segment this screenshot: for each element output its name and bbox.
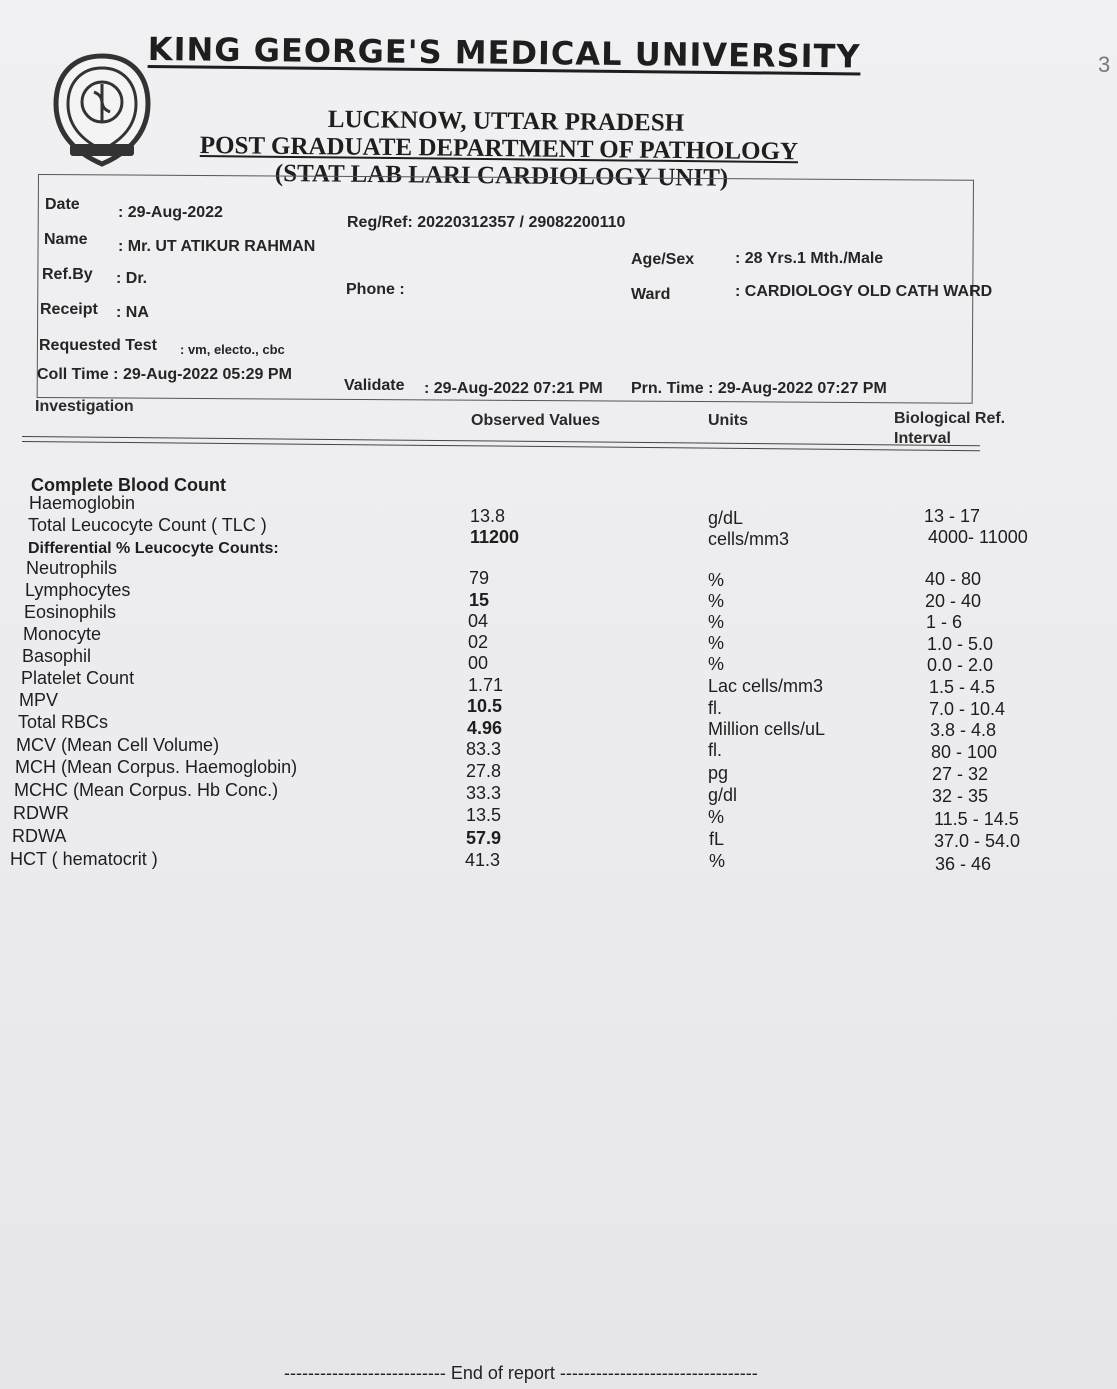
university-name: KING GEORGE'S MEDICAL UNIVERSITY — [147, 30, 861, 76]
result-ref-interval: 32 - 35 — [932, 786, 989, 806]
result-name: MCHC (Mean Corpus. Hb Conc.) — [14, 780, 279, 800]
result-value: 15 — [469, 590, 490, 610]
validate-value: : 29-Aug-2022 07:21 PM — [424, 380, 603, 397]
differential-title: Differential % Leucocyte Counts: — [28, 540, 279, 557]
col-observed: Observed Values — [471, 412, 600, 429]
result-unit: % — [708, 633, 725, 653]
result-name: HCT ( hematocrit ) — [10, 849, 158, 869]
agesex-value: : 28 Yrs.1 Mth./Male — [735, 250, 884, 267]
unit-line: (STAT LAB LARI CARDIOLOGY UNIT) — [274, 160, 729, 192]
result-unit: fL — [709, 829, 725, 849]
result-name: Monocyte — [23, 624, 102, 644]
result-value: 00 — [468, 653, 489, 673]
col-investigation: Investigation — [35, 398, 134, 415]
university-seal-icon — [52, 52, 152, 168]
department-line: POST GRADUATE DEPARTMENT OF PATHOLOGY — [199, 132, 799, 166]
name-label: Name — [44, 231, 88, 248]
result-ref-interval: 36 - 46 — [935, 854, 992, 874]
result-unit: g/dl — [708, 785, 738, 805]
validate-label: Validate — [344, 377, 405, 394]
refby-label: Ref.By — [42, 266, 93, 283]
result-ref-interval: 7.0 - 10.4 — [929, 699, 1006, 719]
result-ref-interval: 13 - 17 — [924, 506, 981, 526]
result-ref-interval: 40 - 80 — [925, 569, 982, 589]
col-ref-interval: Interval — [894, 430, 951, 447]
result-unit: % — [709, 851, 726, 871]
result-value: 02 — [468, 632, 489, 652]
result-ref-interval: 1.0 - 5.0 — [927, 634, 994, 654]
result-value: 27.8 — [466, 761, 502, 781]
result-name: Eosinophils — [24, 602, 117, 622]
result-unit: cells/mm3 — [708, 529, 790, 549]
coll-time: Coll Time : 29-Aug-2022 05:29 PM — [37, 366, 292, 383]
result-value: 11200 — [470, 527, 520, 547]
refby-value: : Dr. — [116, 270, 148, 287]
result-unit: % — [708, 807, 725, 827]
result-value: 04 — [468, 611, 489, 631]
result-unit: fl. — [708, 740, 723, 760]
name-value: : Mr. UT ATIKUR RAHMAN — [118, 238, 316, 255]
result-ref-interval: 20 - 40 — [925, 591, 982, 611]
header-rule-bottom — [22, 441, 980, 451]
result-name: MPV — [19, 690, 59, 710]
result-ref-interval: 0.0 - 2.0 — [927, 655, 994, 675]
result-ref-interval: 80 - 100 — [931, 742, 998, 762]
result-unit: Million cells/uL — [708, 719, 826, 739]
result-unit: % — [708, 612, 725, 632]
result-name: Lymphocytes — [25, 580, 131, 600]
result-unit: pg — [708, 763, 729, 783]
result-value: 33.3 — [466, 783, 502, 803]
result-value: 41.3 — [465, 850, 501, 870]
col-units: Units — [708, 412, 748, 429]
result-name: MCV (Mean Cell Volume) — [16, 735, 220, 755]
result-name: RDWA — [12, 826, 67, 846]
result-ref-interval: 3.8 - 4.8 — [930, 720, 997, 740]
ward-value: : CARDIOLOGY OLD CATH WARD — [735, 283, 993, 300]
result-name: Haemoglobin — [29, 493, 136, 513]
result-name: Platelet Count — [21, 668, 135, 688]
ward-label: Ward — [631, 286, 671, 303]
result-unit: % — [708, 591, 725, 611]
agesex-label: Age/Sex — [631, 251, 695, 268]
result-ref-interval: 1 - 6 — [926, 612, 963, 632]
page-mark: 3 — [1098, 52, 1111, 77]
result-value: 13.5 — [466, 805, 502, 825]
result-value: 1.71 — [468, 675, 504, 695]
end-of-report: --------------------------- End of report --------------------------------- — [284, 1363, 758, 1383]
result-name: Neutrophils — [26, 558, 118, 578]
date-label: Date — [45, 196, 80, 213]
result-name: Total RBCs — [18, 712, 109, 732]
result-unit: g/dL — [708, 508, 744, 528]
prn-time: Prn. Time : 29-Aug-2022 07:27 PM — [631, 380, 887, 397]
result-ref-interval: 37.0 - 54.0 — [934, 831, 1021, 851]
result-name: Basophil — [22, 646, 92, 666]
result-unit: Lac cells/mm3 — [708, 676, 824, 696]
result-value: 4.96 — [467, 718, 503, 738]
result-ref-interval: 4000- 11000 — [928, 527, 1028, 547]
col-ref: Biological Ref. — [894, 410, 1006, 427]
result-unit: % — [708, 570, 725, 590]
result-name: RDWR — [13, 803, 69, 823]
result-value: 83.3 — [466, 739, 502, 759]
result-unit: % — [708, 654, 725, 674]
phone-label: Phone : — [346, 281, 405, 298]
result-value: 13.8 — [470, 506, 506, 526]
result-name: Total Leucocyte Count ( TLC ) — [28, 515, 267, 535]
result-value: 10.5 — [467, 696, 503, 716]
result-ref-interval: 27 - 32 — [932, 764, 989, 784]
result-ref-interval: 11.5 - 14.5 — [934, 809, 1019, 829]
city-line: LUCKNOW, UTTAR PRADESH — [327, 106, 685, 137]
requested-test-value: : vm, electo., cbc — [180, 342, 285, 357]
result-unit: fl. — [708, 698, 723, 718]
result-ref-interval: 1.5 - 4.5 — [929, 677, 996, 697]
result-value: 57.9 — [466, 828, 502, 848]
receipt-label: Receipt — [40, 301, 98, 318]
reg-ref: Reg/Ref: 20220312357 / 29082200110 — [347, 214, 626, 231]
requested-test-label: Requested Test — [39, 337, 157, 354]
result-value: 79 — [469, 568, 490, 588]
date-value: : 29-Aug-2022 — [118, 204, 223, 221]
section-title: Complete Blood Count — [31, 475, 226, 495]
result-name: MCH (Mean Corpus. Haemoglobin) — [15, 757, 298, 777]
receipt-value: : NA — [116, 304, 149, 321]
